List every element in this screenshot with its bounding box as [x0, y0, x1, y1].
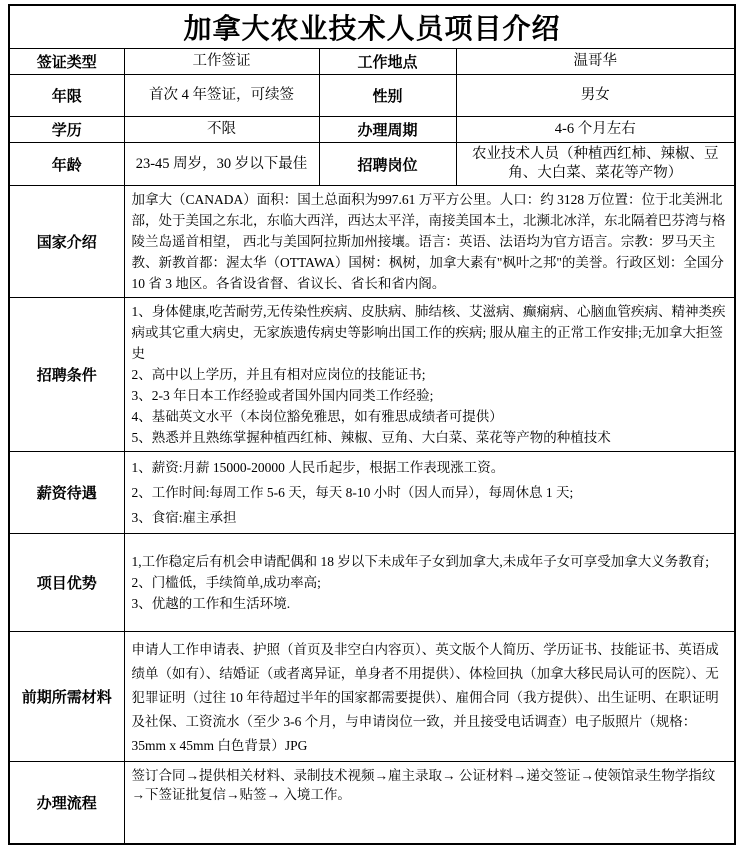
- section-project-advantages: [9, 534, 735, 632]
- section-paragraph: 1、薪资:月薪 15000-20000 人民币起步，根据工作表现涨工资。: [131, 460, 505, 475]
- section-salary: [9, 452, 735, 534]
- work-location-value: 温哥华: [456, 49, 735, 75]
- section-paragraph: 加拿大（CANADA）面积：国土总面积为997.61 万平方公里。人口：约 3128 万位置：位于北美洲北部，处于美国之东北，东临大西洋，西达太平洋，南接美国本土，北濒北冰洋，东北隔着巴芬湾与格陵兰岛遥首相望， 西北与美国阿拉斯加州接壤。语言：英语、法语均为官方语言。宗教：罗马天主教、新教首都：渥太华（OTTAWA）国树：枫树，加拿大素有"枫叶之邦"的美誉。行政区划：全国分 10 省 3 地区。各省设省督、省议长、省长和省内阁。: [131, 192, 726, 291]
- salary-content: [124, 452, 735, 534]
- section-paragraph: 3、优越的工作和生活环境.: [131, 596, 291, 611]
- work-location-label: 工作地点: [319, 49, 456, 75]
- info-row-visa: [9, 49, 735, 75]
- section-paragraph: 3、2-3 年日本工作经验或者国外国内同类工作经验;: [131, 388, 434, 403]
- section-paragraph: 1,工作稳定后有机会申请配偶和 18 岁以下未成年子女到加拿大,未成年子女可享受加拿大义务教育;: [131, 554, 709, 569]
- project-advantages-content: [124, 534, 735, 632]
- info-row-age: [9, 143, 735, 186]
- required-materials-content: [124, 632, 735, 762]
- section-paragraph: 2、门槛低，手续简单,成功率高;: [131, 575, 321, 590]
- recruit-requirements-content: [124, 298, 735, 452]
- position-label: 招聘岗位: [319, 143, 456, 186]
- section-paragraph: 2、工作时间:每周工作 5-6 天，每天 8-10 小时（因人而异），每周休息 1 天;: [131, 485, 574, 500]
- duration-value: 首次 4 年签证，可续签: [124, 75, 319, 117]
- section-paragraph: 2、高中以上学历，并且有相对应岗位的技能证书;: [131, 367, 426, 382]
- section-paragraph: 1、身体健康,吃苦耐劳,无传染性疾病、皮肤病、肺结核、艾滋病、癫痫病、心脑血管疾病、精神类疾病或其它重大病史，无家族遗传病史等影响出国工作的疾病; 服从雇主的正常工作安排;无加拿大拒签史: [131, 304, 726, 361]
- duration-label: 年限: [9, 75, 124, 117]
- info-row-education: [9, 117, 735, 143]
- recruit-requirements-label: 招聘条件: [9, 298, 124, 452]
- required-materials-label: 前期所需材料: [9, 632, 124, 762]
- section-recruit-requirements: [9, 298, 735, 452]
- document-title: 加拿大农业技术人员项目介绍: [9, 5, 735, 49]
- education-label: 学历: [9, 117, 124, 143]
- project-intro-table: [8, 4, 736, 845]
- title-row: [9, 5, 735, 49]
- country-intro-content: [124, 186, 735, 298]
- country-intro-label: 国家介绍: [9, 186, 124, 298]
- gender-value: 男女: [456, 75, 735, 117]
- visa-type-value: 工作签证: [124, 49, 319, 75]
- salary-label: 薪资待遇: [9, 452, 124, 534]
- education-value: 不限: [124, 117, 319, 143]
- process-flow-content: [124, 762, 735, 844]
- age-value: 23-45 周岁，30 岁以下最佳: [124, 143, 319, 186]
- process-flow-label: 办理流程: [9, 762, 124, 844]
- visa-type-label: 签证类型: [9, 49, 124, 75]
- info-row-duration: [9, 75, 735, 117]
- position-value: 农业技术人员（种植西红柿、辣椒、豆角、大白菜、菜花等产物）: [456, 143, 735, 186]
- processing-period-value: 4-6 个月左右: [456, 117, 735, 143]
- age-label: 年龄: [9, 143, 124, 186]
- section-paragraph: 5、熟悉并且熟练掌握种植西红柿、辣椒、豆角、大白菜、菜花等产物的种植技术: [131, 430, 611, 445]
- section-paragraph: 4、基础英文水平（本岗位豁免雅思，如有雅思成绩者可提供）: [131, 409, 503, 424]
- project-advantages-label: 项目优势: [9, 534, 124, 632]
- section-paragraph: 签订合同→提供相关材料、录制技术视频→雇主录取→ 公证材料→递交签证→使领馆录生物学指纹→下签证批复信→贴签→ 入境工作。: [131, 768, 716, 802]
- section-paragraph: 申请人工作申请表、护照（首页及非空白内容页）、英文版个人简历、学历证书、技能证书、英语成绩单（如有）、结婚证（或者离异证，单身者不用提供）、体检回执（加拿大移民局认可的医院）、无犯罪证明（过往 10 年待超过半年的国家都需要提供）、雇佣合同（我方提供）、出生证明、在职证明及社保、工资流水（至少 3-6 个月，与申请岗位一致，并且接受电话调查）电子版照片（规格：35mm x 45mm 白色背景）JPG: [131, 642, 719, 753]
- gender-label: 性别: [319, 75, 456, 117]
- section-country-intro: [9, 186, 735, 298]
- processing-period-label: 办理周期: [319, 117, 456, 143]
- section-paragraph: 3、食宿:雇主承担: [131, 510, 237, 525]
- section-required-materials: [9, 632, 735, 762]
- section-process-flow: [9, 762, 735, 844]
